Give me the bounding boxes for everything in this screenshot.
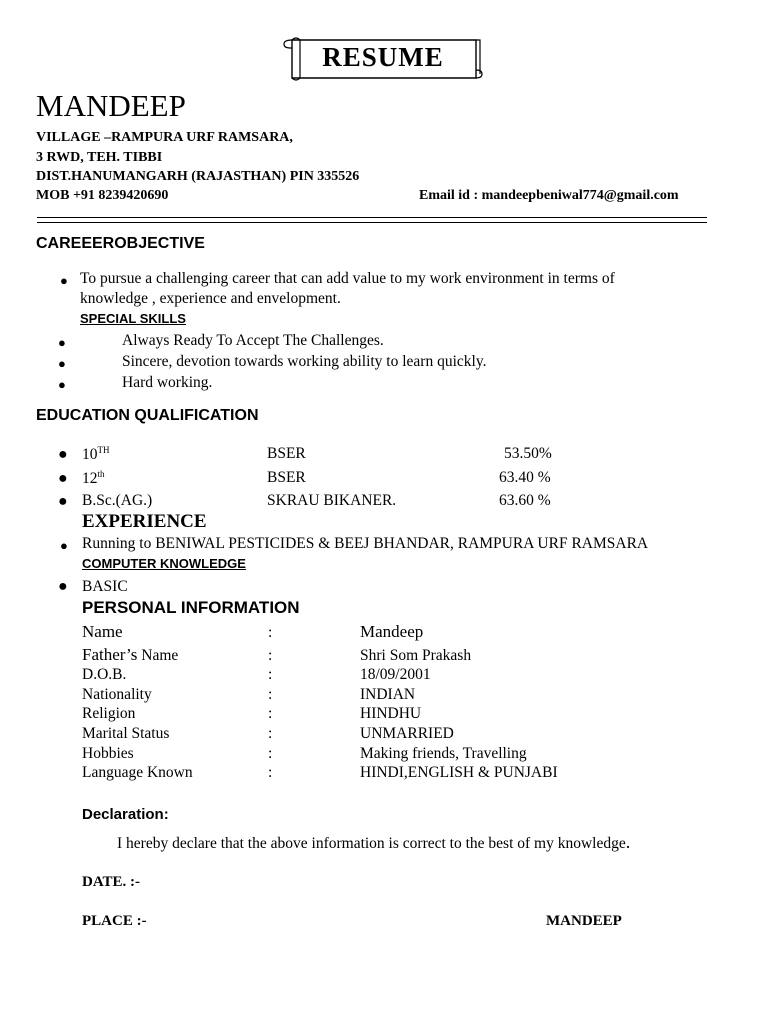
experience-item: Running to BENIWAL PESTICIDES & BEEJ BHANDAR, RAMPURA URF RAMSARA — [82, 535, 649, 552]
bullet-icon: ● — [58, 335, 66, 350]
skill-item: Hard working. — [122, 374, 213, 391]
education-board: SKRAU BIKANER. — [267, 492, 397, 509]
colon: : — [268, 624, 273, 641]
objective-line-2: knowledge , experience and envelopment. — [80, 290, 341, 307]
bullet-icon: ● — [58, 470, 68, 487]
info-label: Language Known — [82, 764, 193, 781]
skill-item: Always Ready To Accept The Challenges. — [122, 332, 384, 349]
name-label: Name — [82, 622, 123, 641]
info-label: Religion — [82, 705, 136, 722]
colon: : — [268, 686, 273, 703]
info-label: Marital Status — [82, 725, 170, 742]
colon: : — [268, 745, 273, 762]
bullet-icon: ● — [58, 578, 68, 595]
education-heading: EDUCATION QUALIFICATION — [36, 407, 259, 424]
address-line-2: 3 RWD, TEH. TIBBI — [36, 150, 163, 165]
objective-line-1: To pursue a challenging career that can add value to my work environment in terms of — [80, 270, 615, 287]
colon: : — [268, 764, 273, 781]
bullet-icon: ● — [58, 356, 66, 371]
education-course: 12th — [82, 469, 105, 488]
info-label: Hobbies — [82, 745, 134, 762]
colon: : — [268, 647, 273, 664]
special-skills-heading: SPECIAL SKILLS — [80, 311, 186, 326]
bullet-icon: ● — [60, 273, 68, 288]
signature-name: MANDEEP — [546, 913, 622, 929]
info-label: Nationality — [82, 686, 152, 703]
father-name-label: Father’s Name — [82, 645, 179, 664]
skill-item: Sincere, devotion towards working ability to learn quickly. — [122, 353, 487, 370]
personal-info-heading: PERSONAL INFORMATION — [82, 598, 300, 617]
resume-title: RESUME — [322, 42, 444, 72]
bullet-icon: ● — [58, 493, 68, 510]
colon: : — [268, 705, 273, 722]
address-line-1: VILLAGE –RAMPURA URF RAMSARA, — [36, 130, 293, 145]
info-value: HINDHU — [360, 705, 422, 722]
email-address: Email id : mandeepbeniwal774@gmail.com — [419, 188, 679, 203]
education-percent: 53.50% — [504, 445, 552, 462]
divider-top — [37, 217, 707, 218]
divider-bottom — [37, 222, 707, 223]
info-value: UNMARRIED — [360, 725, 454, 742]
computer-knowledge-heading: COMPUTER KNOWLEDGE — [82, 556, 246, 571]
info-label: D.O.B. — [82, 666, 127, 683]
candidate-name: MANDEEP — [36, 88, 186, 123]
address-line-3: DIST.HANUMANGARH (RAJASTHAN) PIN 335526 — [36, 169, 360, 184]
education-percent: 63.60 % — [499, 492, 551, 509]
name-value: Mandeep — [360, 622, 424, 641]
bullet-icon: ● — [60, 538, 68, 553]
education-course: 10TH — [82, 445, 110, 464]
education-percent: 63.40 % — [499, 469, 551, 486]
education-course: B.Sc.(AG.) — [82, 492, 153, 509]
bullet-icon: ● — [58, 446, 68, 463]
mobile-number: MOB +91 8239420690 — [36, 188, 169, 203]
declaration-heading: Declaration: — [82, 806, 169, 823]
education-board: BSER — [267, 445, 306, 462]
objective-heading: CAREEEROBJECTIVE — [36, 235, 205, 252]
experience-heading: EXPERIENCE — [82, 511, 207, 532]
info-value: Making friends, Travelling — [360, 745, 527, 762]
colon: : — [268, 666, 273, 683]
date-field: DATE. :- — [82, 874, 141, 890]
education-board: BSER — [267, 469, 306, 486]
father-name-value: Shri Som Prakash — [360, 647, 472, 664]
computer-knowledge-item: BASIC — [82, 578, 128, 595]
info-value: INDIAN — [360, 686, 416, 703]
info-value: HINDI,ENGLISH & PUNJABI — [360, 764, 558, 781]
bullet-icon: ● — [58, 377, 66, 392]
colon: : — [268, 725, 273, 742]
declaration-text: I hereby declare that the above information is correct to the best of my knowledge. — [117, 832, 631, 852]
info-value: 18/09/2001 — [360, 666, 431, 683]
place-field: PLACE :- — [82, 913, 147, 929]
